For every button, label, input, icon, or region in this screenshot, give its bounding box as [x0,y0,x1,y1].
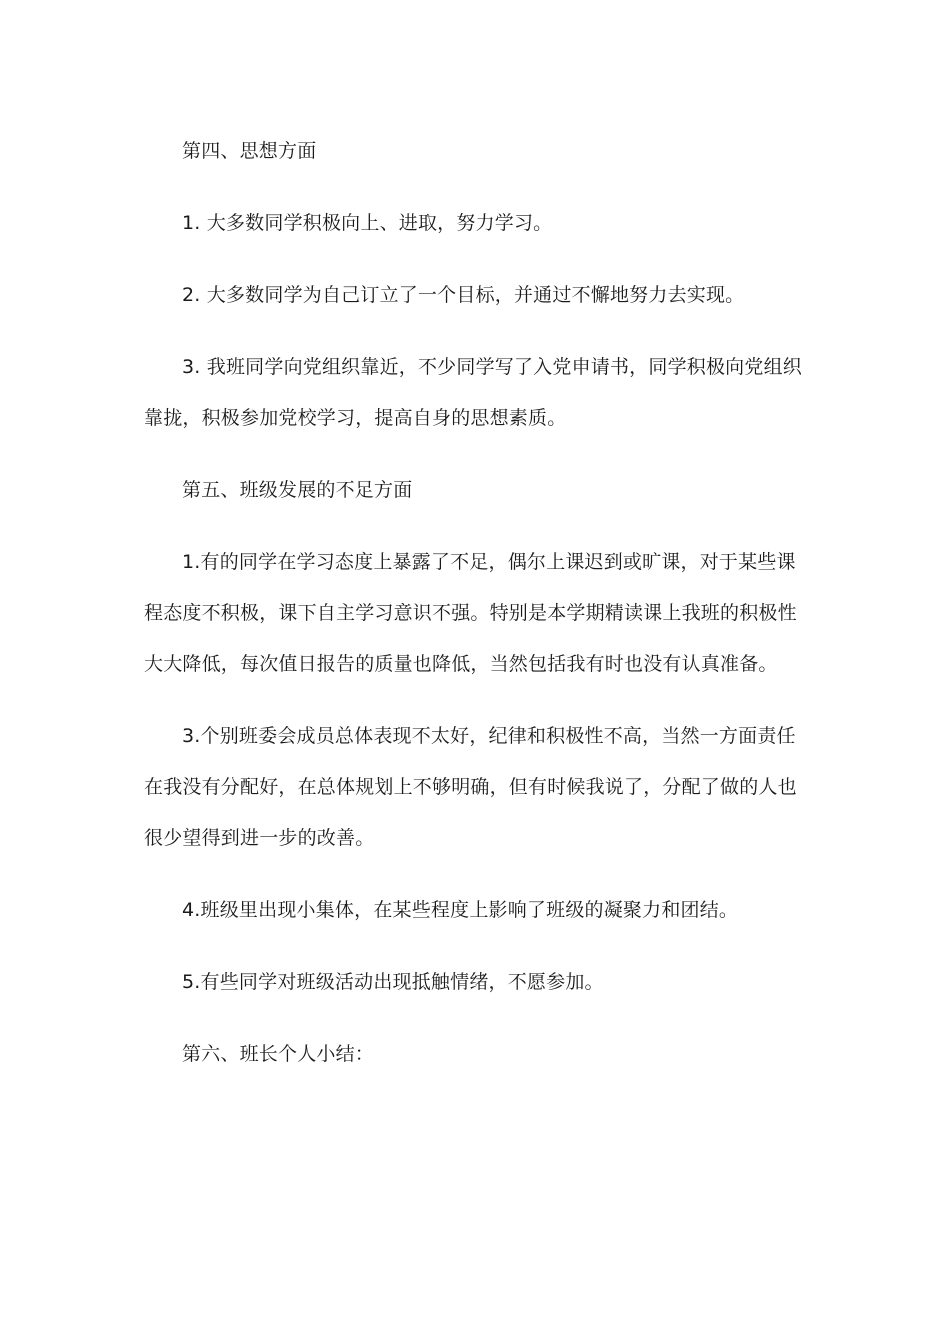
section-heading-thought: 第四、思想方面 [182,140,317,162]
paragraph-thought-2: 2. 大多数同学为自己订立了一个目标，并通过不懈地努力去实现。 [182,284,745,306]
paragraph-shortcoming-4: 4.班级里出现小集体，在某些程度上影响了班级的凝聚力和团结。 [182,899,739,921]
section-heading-summary: 第六、班长个人小结： [182,1043,375,1065]
paragraph-thought-1: 1. 大多数同学积极向上、进取，努力学习。 [182,212,553,234]
section-heading-shortcomings: 第五、班级发展的不足方面 [182,479,413,501]
paragraph-thought-3: 3. 我班同学向党组织靠近，不少同学写了入党申请书，同学积极向党组织靠拢，积极参加党校学习，提高自身的思想素质。 [144,356,802,429]
paragraph-shortcoming-5: 5.有些同学对班级活动出现抵触情绪，不愿参加。 [182,971,604,993]
document-body [144,126,804,1080]
paragraph-shortcoming-1: 1.有的同学在学习态度上暴露了不足，偶尔上课迟到或旷课，对于某些课程态度不积极，课下自主学习意识不强。特别是本学期精读课上我班的积极性大大降低，每次值日报告的质量也降低，当然包括我有时也没有认真准备。 [144,551,797,675]
paragraph-shortcoming-3: 3.个别班委会成员总体表现不太好，纪律和积极性不高，当然一方面责任在我没有分配好，在总体规划上不够明确，但有时候我说了，分配了做的人也很少望得到进一步的改善。 [144,725,797,849]
